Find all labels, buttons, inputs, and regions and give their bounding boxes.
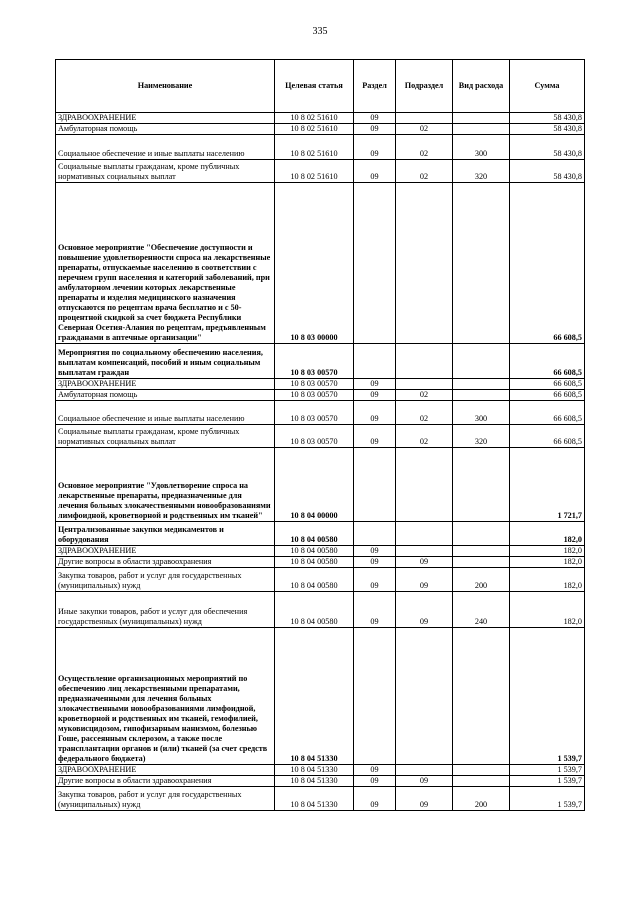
row-code-cell: 10 8 02 51610	[275, 160, 354, 183]
row-code-cell: 10 8 02 51610	[275, 113, 354, 124]
row-kind-cell	[453, 522, 510, 546]
row-sum-cell: 66 608,5	[510, 401, 585, 425]
table-row	[56, 448, 585, 522]
row-code-cell: 10 8 03 00570	[275, 425, 354, 448]
table-row	[56, 183, 585, 344]
row-section-cell: 09	[354, 592, 396, 628]
row-subsection-cell	[396, 628, 453, 765]
row-kind-cell: 300	[453, 401, 510, 425]
row-name-cell: Закупка товаров, работ и услуг для государственных (муниципальных) нужд	[56, 568, 275, 592]
row-subsection-cell	[396, 522, 453, 546]
row-subsection-cell: 02	[396, 160, 453, 183]
row-sum-cell: 1 539,7	[510, 628, 585, 765]
page-number: 335	[312, 26, 328, 37]
row-code-cell: 10 8 04 51330	[275, 628, 354, 765]
row-name-cell: Другие вопросы в области здравоохранения	[56, 557, 275, 568]
row-kind-cell	[453, 546, 510, 557]
row-name-cell: Осуществление организационных мероприятий по обеспечению лиц лекарственными препаратами, предназначенными для лечения больных злокачественными новообразованиями лимфоидной, кроветворной и родственных им тканей, гемофилией, муковисцидозом, гипофизарным нанизмом, болезнью Гоше, рассеянным склерозом, а также после трансплантации органов и (или) тканей (за счет средств федерального бюджета)	[56, 628, 275, 765]
table-row	[56, 765, 585, 776]
row-kind-cell	[453, 379, 510, 390]
row-subsection-cell: 02	[396, 390, 453, 401]
row-name-cell: Основное мероприятие "Обеспечение доступности и повышение удовлетворенности спроса на лекарственные препараты, отпускаемые населению в соответствии с перечнем групп населения и категорий заболеваний, при амбулаторном лечении которых лекарственные препараты и изделия медицинского назначения отпускаются по рецептам врача бесплатно и с 50-процентной скидкой за счет бюджета Республики Северная Осетия-Алания по рецептам, предъявленным гражданами в аптечные организации"	[56, 183, 275, 344]
row-sum-cell: 1 721,7	[510, 448, 585, 522]
row-sum-cell: 66 608,5	[510, 425, 585, 448]
row-sum-cell: 182,0	[510, 568, 585, 592]
row-code-cell: 10 8 04 00580	[275, 522, 354, 546]
row-sum-cell: 182,0	[510, 557, 585, 568]
row-kind-cell: 320	[453, 425, 510, 448]
row-section-cell: 09	[354, 568, 396, 592]
row-kind-cell	[453, 344, 510, 379]
row-name-cell: Социальные выплаты гражданам, кроме публичных нормативных социальных выплат	[56, 425, 275, 448]
row-code-cell: 10 8 04 51330	[275, 787, 354, 811]
row-subsection-cell: 02	[396, 425, 453, 448]
row-name-cell: Иные закупки товаров, работ и услуг для обеспечения государственных (муниципальных) нужд	[56, 592, 275, 628]
row-section-cell: 09	[354, 776, 396, 787]
row-subsection-cell: 09	[396, 592, 453, 628]
row-subsection-cell	[396, 379, 453, 390]
row-subsection-cell	[396, 183, 453, 344]
budget-table	[55, 59, 585, 811]
row-subsection-cell: 02	[396, 401, 453, 425]
row-kind-cell	[453, 183, 510, 344]
header-code: Целевая статья	[275, 60, 354, 113]
row-subsection-cell	[396, 448, 453, 522]
row-sum-cell: 1 539,7	[510, 787, 585, 811]
row-sum-cell: 1 539,7	[510, 776, 585, 787]
row-sum-cell: 66 608,5	[510, 183, 585, 344]
row-code-cell: 10 8 02 51610	[275, 135, 354, 160]
row-code-cell: 10 8 03 00570	[275, 379, 354, 390]
row-subsection-cell: 09	[396, 776, 453, 787]
table-row	[56, 776, 585, 787]
row-name-cell: Мероприятия по социальному обеспечению населения, выплатам компенсаций, пособий и иным социальным выплатам граждан	[56, 344, 275, 379]
row-section-cell: 09	[354, 124, 396, 135]
table-row	[56, 787, 585, 811]
row-kind-cell: 320	[453, 160, 510, 183]
row-code-cell: 10 8 04 00000	[275, 448, 354, 522]
table-row	[56, 401, 585, 425]
row-kind-cell: 300	[453, 135, 510, 160]
row-section-cell: 09	[354, 160, 396, 183]
row-kind-cell: 240	[453, 592, 510, 628]
row-name-cell: Другие вопросы в области здравоохранения	[56, 776, 275, 787]
table-row	[56, 592, 585, 628]
row-name-cell: ЗДРАВООХРАНЕНИЕ	[56, 546, 275, 557]
table-row	[56, 160, 585, 183]
row-sum-cell: 1 539,7	[510, 765, 585, 776]
row-kind-cell	[453, 765, 510, 776]
row-code-cell: 10 8 04 51330	[275, 765, 354, 776]
table-row	[56, 344, 585, 379]
row-sum-cell: 58 430,8	[510, 160, 585, 183]
row-kind-cell	[453, 448, 510, 522]
row-kind-cell	[453, 557, 510, 568]
row-name-cell: Социальное обеспечение и иные выплаты населению	[56, 135, 275, 160]
row-kind-cell	[453, 124, 510, 135]
row-code-cell: 10 8 04 00580	[275, 592, 354, 628]
row-code-cell: 10 8 03 00570	[275, 344, 354, 379]
header-section: Раздел	[354, 60, 396, 113]
row-sum-cell: 182,0	[510, 546, 585, 557]
row-code-cell: 10 8 04 00580	[275, 557, 354, 568]
row-subsection-cell: 02	[396, 135, 453, 160]
row-kind-cell: 200	[453, 568, 510, 592]
table-body	[56, 113, 585, 811]
row-section-cell: 09	[354, 765, 396, 776]
row-name-cell: ЗДРАВООХРАНЕНИЕ	[56, 113, 275, 124]
row-kind-cell	[453, 390, 510, 401]
header-name: Наименование	[56, 60, 275, 113]
table-row	[56, 124, 585, 135]
row-sum-cell: 58 430,8	[510, 124, 585, 135]
row-section-cell: 09	[354, 113, 396, 124]
row-section-cell: 09	[354, 425, 396, 448]
row-subsection-cell: 02	[396, 124, 453, 135]
header-subsection: Подраздел	[396, 60, 453, 113]
table-row	[56, 522, 585, 546]
row-name-cell: Централизованные закупки медикаментов и оборудования	[56, 522, 275, 546]
table-row	[56, 390, 585, 401]
row-code-cell: 10 8 03 00000	[275, 183, 354, 344]
row-kind-cell: 200	[453, 787, 510, 811]
row-kind-cell	[453, 776, 510, 787]
row-sum-cell: 66 608,5	[510, 344, 585, 379]
row-code-cell: 10 8 04 51330	[275, 776, 354, 787]
row-name-cell: Амбулаторная помощь	[56, 124, 275, 135]
row-code-cell: 10 8 04 00580	[275, 568, 354, 592]
row-subsection-cell	[396, 765, 453, 776]
table-header-row	[56, 60, 585, 113]
row-kind-cell	[453, 113, 510, 124]
row-code-cell: 10 8 03 00570	[275, 401, 354, 425]
row-sum-cell: 66 608,5	[510, 390, 585, 401]
row-subsection-cell: 09	[396, 557, 453, 568]
row-name-cell: Социальное обеспечение и иные выплаты населению	[56, 401, 275, 425]
row-section-cell	[354, 344, 396, 379]
row-name-cell: ЗДРАВООХРАНЕНИЕ	[56, 379, 275, 390]
row-section-cell: 09	[354, 546, 396, 557]
row-code-cell: 10 8 02 51610	[275, 124, 354, 135]
row-sum-cell: 182,0	[510, 522, 585, 546]
row-sum-cell: 66 608,5	[510, 379, 585, 390]
row-section-cell: 09	[354, 787, 396, 811]
row-name-cell: Амбулаторная помощь	[56, 390, 275, 401]
row-sum-cell: 182,0	[510, 592, 585, 628]
header-sum: Сумма	[510, 60, 585, 113]
row-subsection-cell	[396, 113, 453, 124]
row-section-cell: 09	[354, 379, 396, 390]
row-section-cell	[354, 628, 396, 765]
row-subsection-cell: 09	[396, 787, 453, 811]
row-sum-cell: 58 430,8	[510, 113, 585, 124]
table-row	[56, 557, 585, 568]
row-code-cell: 10 8 04 00580	[275, 546, 354, 557]
table-row	[56, 113, 585, 124]
row-section-cell: 09	[354, 135, 396, 160]
table-row	[56, 568, 585, 592]
row-subsection-cell	[396, 546, 453, 557]
row-name-cell: Закупка товаров, работ и услуг для государственных (муниципальных) нужд	[56, 787, 275, 811]
row-code-cell: 10 8 03 00570	[275, 390, 354, 401]
row-section-cell	[354, 522, 396, 546]
table-row	[56, 425, 585, 448]
row-name-cell: ЗДРАВООХРАНЕНИЕ	[56, 765, 275, 776]
table-row	[56, 628, 585, 765]
row-section-cell: 09	[354, 557, 396, 568]
row-sum-cell: 58 430,8	[510, 135, 585, 160]
table-row	[56, 546, 585, 557]
row-name-cell: Основное мероприятие "Удовлетворение спроса на лекарственные препараты, предназначенные для лечения больных злокачественными новообразованиями лимфоидной, кроветворной и родственных им тканей"	[56, 448, 275, 522]
row-subsection-cell: 09	[396, 568, 453, 592]
header-kind: Вид расхода	[453, 60, 510, 113]
row-name-cell: Социальные выплаты гражданам, кроме публичных нормативных социальных выплат	[56, 160, 275, 183]
row-kind-cell	[453, 628, 510, 765]
row-section-cell	[354, 183, 396, 344]
row-section-cell: 09	[354, 390, 396, 401]
row-section-cell	[354, 448, 396, 522]
table-row	[56, 135, 585, 160]
row-subsection-cell	[396, 344, 453, 379]
row-section-cell: 09	[354, 401, 396, 425]
table-row	[56, 379, 585, 390]
